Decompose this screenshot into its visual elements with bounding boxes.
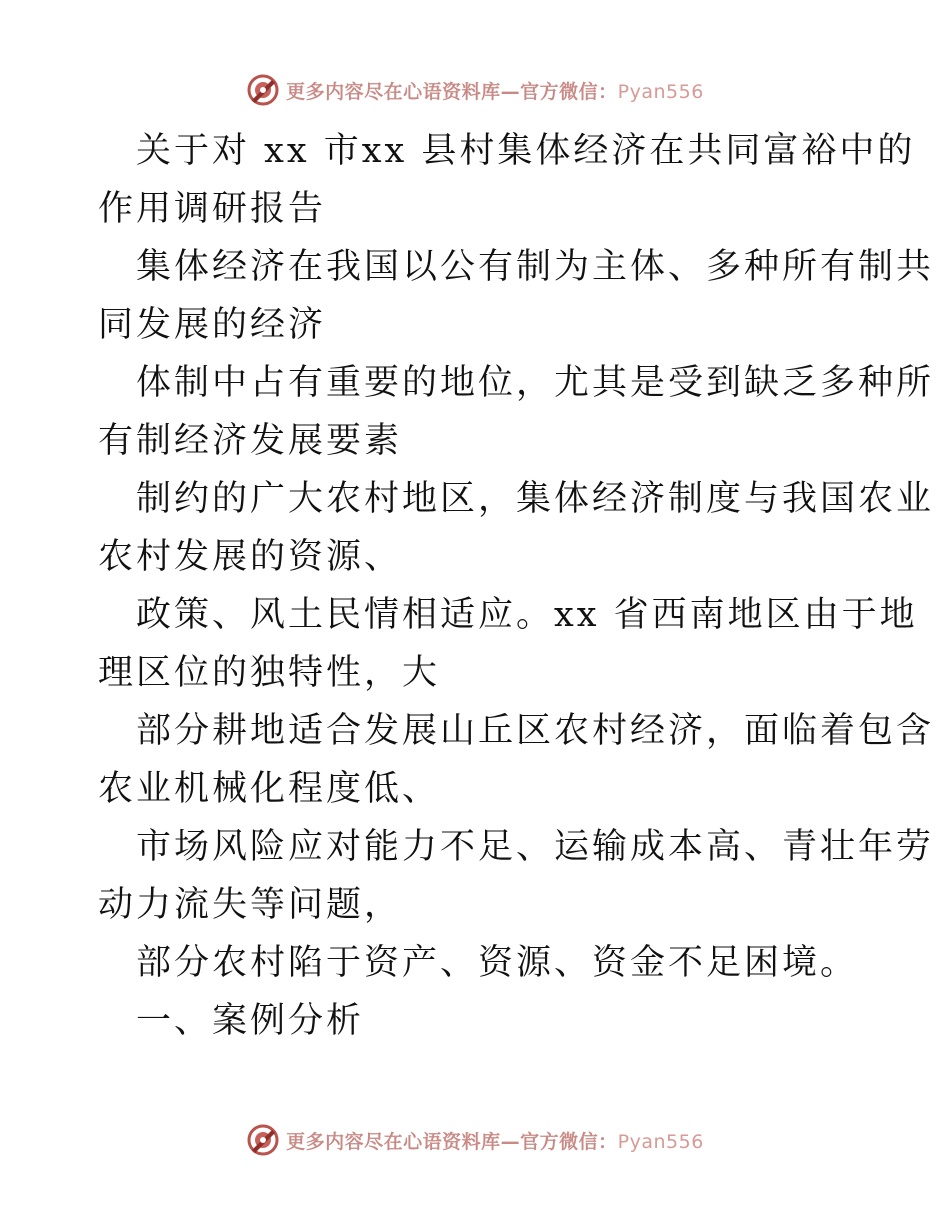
watermark-text: 更多内容尽在心语资料库—官方微信：Pyan556 [286, 80, 704, 103]
watermark-text: 更多内容尽在心语资料库—官方微信：Pyan556 [286, 1130, 704, 1153]
pen-seal-icon [246, 73, 280, 107]
document-line: 同发展的经济 [98, 305, 327, 345]
document-line: 集体经济在我国以公有制为主体、多种所有制共 [136, 247, 935, 287]
document-line: 政策、风土民情相适应。xx 省西南地区由于地 [136, 595, 918, 635]
document-line: 部分农村陷于资产、资源、资金不足困境。 [136, 943, 859, 983]
document-line: 部分耕地适合发展山丘区农村经济，面临着包含 [136, 711, 935, 751]
document-line: 动力流失等问题， [98, 885, 403, 925]
pen-seal-icon [246, 1123, 280, 1157]
document-line: 体制中占有重要的地位，尤其是受到缺乏多种所 [136, 363, 935, 403]
wechat-id: Pyan556 [617, 1130, 704, 1153]
bottom-watermark-banner [0, 1120, 950, 1160]
document-line: 一、案例分析 [136, 1001, 365, 1041]
document-line: 有制经济发展要素 [98, 421, 403, 461]
document-line: 市场风险应对能力不足、运输成本高、青壮年劳 [136, 827, 935, 867]
document-line: 关于对 xx 市xx 县村集体经济在共同富裕中的 [136, 131, 916, 171]
top-watermark-banner [0, 70, 950, 110]
document-line: 农业机械化程度低、 [98, 769, 441, 809]
wechat-id: Pyan556 [617, 80, 704, 103]
document-line: 理区位的独特性，大 [98, 653, 441, 693]
document-line: 农村发展的资源、 [98, 537, 403, 577]
document-line: 制约的广大农村地区，集体经济制度与我国农业 [136, 479, 935, 519]
document-line: 作用调研报告 [98, 189, 327, 229]
document-body [98, 122, 935, 1050]
